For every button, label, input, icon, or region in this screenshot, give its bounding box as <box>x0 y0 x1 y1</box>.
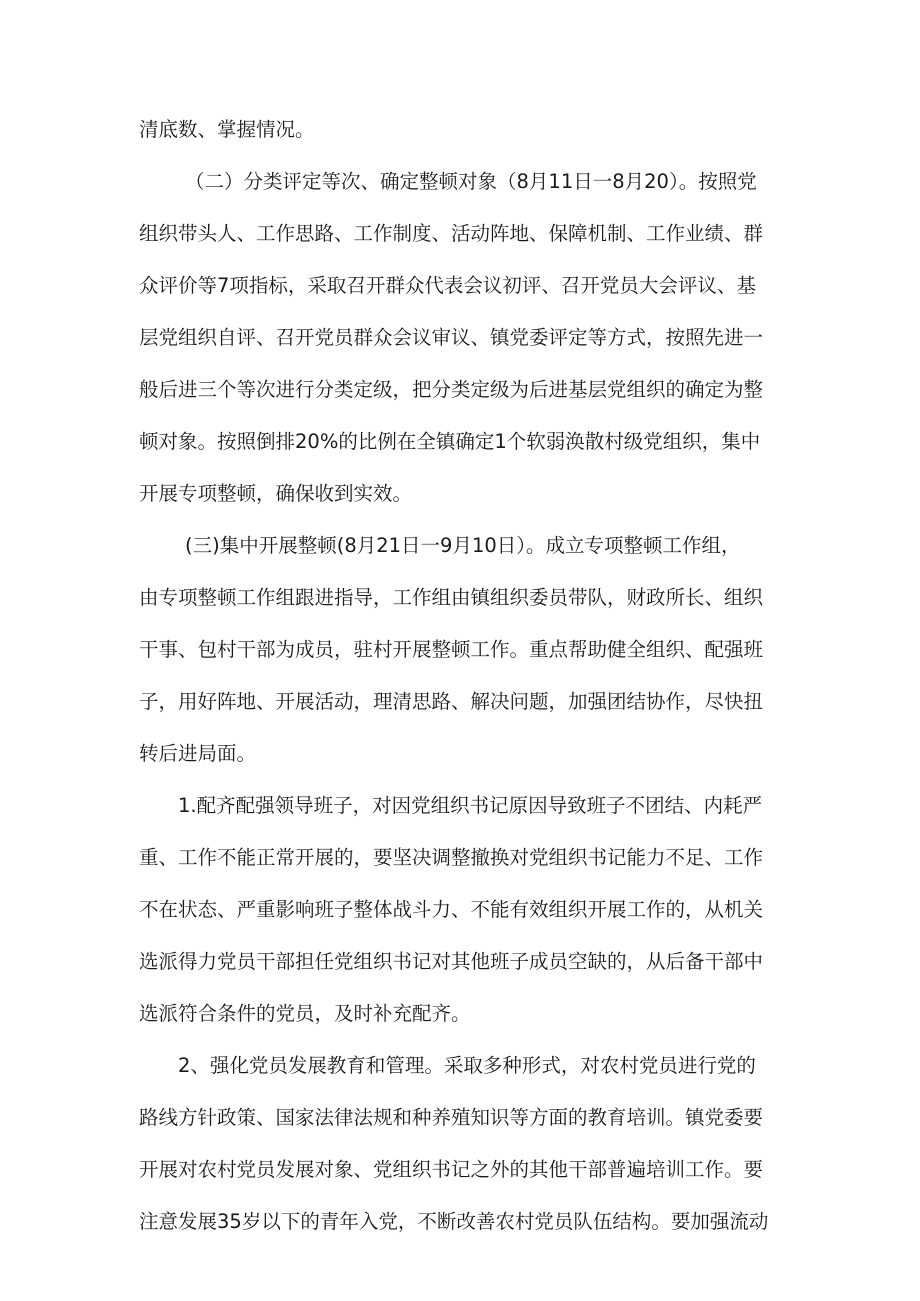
text-line: 子，用好阵地、开展活动，理清思路、解决问题，加强团结协作，尽快扭 <box>139 690 764 713</box>
text-line: 2、强化党员发展教育和管理。采取多种形式，对农村党员进行党的 <box>178 1054 756 1077</box>
text-line: 由专项整顿工作组跟进指导，工作组由镇组织委员带队，财政所长、组织 <box>139 586 764 609</box>
text-line: (三)集中开展整顿(8月21日一9月10日）。成立专项整顿工作组， <box>185 534 741 557</box>
text-line: 众评价等7项指标，采取召开群众代表会议初评、召开党员大会评议、基 <box>139 274 756 297</box>
text-line: （二）分类评定等次、确定整顿对象（8月11日一8月20）。按照党 <box>185 170 757 193</box>
text-line: 顿对象。按照倒排20%的比例在全镇确定1个软弱涣散村级党组织，集中 <box>139 430 761 453</box>
text-line: 组织带头人、工作思路、工作制度、活动阵地、保障机制、工作业绩、群 <box>139 222 764 245</box>
text-line: 干事、包村干部为成员，驻村开展整顿工作。重点帮助健全组织、配强班 <box>139 638 764 661</box>
text-line: 注意发展35岁以下的青年入党，不断改善农村党员队伍结构。要加强流动 <box>139 1210 769 1233</box>
text-line: 选派得力党员干部担任党组织书记对其他班子成员空缺的，从后备干部中 <box>139 950 764 973</box>
text-line: 开展专项整顿，确保收到实效。 <box>139 482 413 505</box>
text-line: 1.配齐配强领导班子，对因党组织书记原因导致班子不团结、内耗严 <box>178 794 763 817</box>
text-line: 选派符合条件的党员，及时补充配齐。 <box>139 1002 471 1025</box>
text-line: 转后进局面。 <box>139 742 257 765</box>
text-line: 路线方针政策、国家法律法规和种养殖知识等方面的教育培训。镇党委要 <box>139 1106 764 1129</box>
text-line: 层党组织自评、召开党员群众会议审议、镇党委评定等方式，按照先进一 <box>139 326 764 349</box>
text-line: 开展对农村党员发展对象、党组织书记之外的其他干部普遍培训工作。要 <box>139 1158 764 1181</box>
text-line: 般后进三个等次进行分类定级，把分类定级为后进基层党组织的确定为整 <box>139 378 764 401</box>
text-line: 清底数、掌握情况。 <box>139 118 315 141</box>
text-line: 不在状态、严重影响班子整体战斗力、不能有效组织开展工作的，从机关 <box>139 898 764 921</box>
text-line: 重、工作不能正常开展的，要坚决调整撤换对党组织书记能力不足、工作 <box>139 846 764 869</box>
